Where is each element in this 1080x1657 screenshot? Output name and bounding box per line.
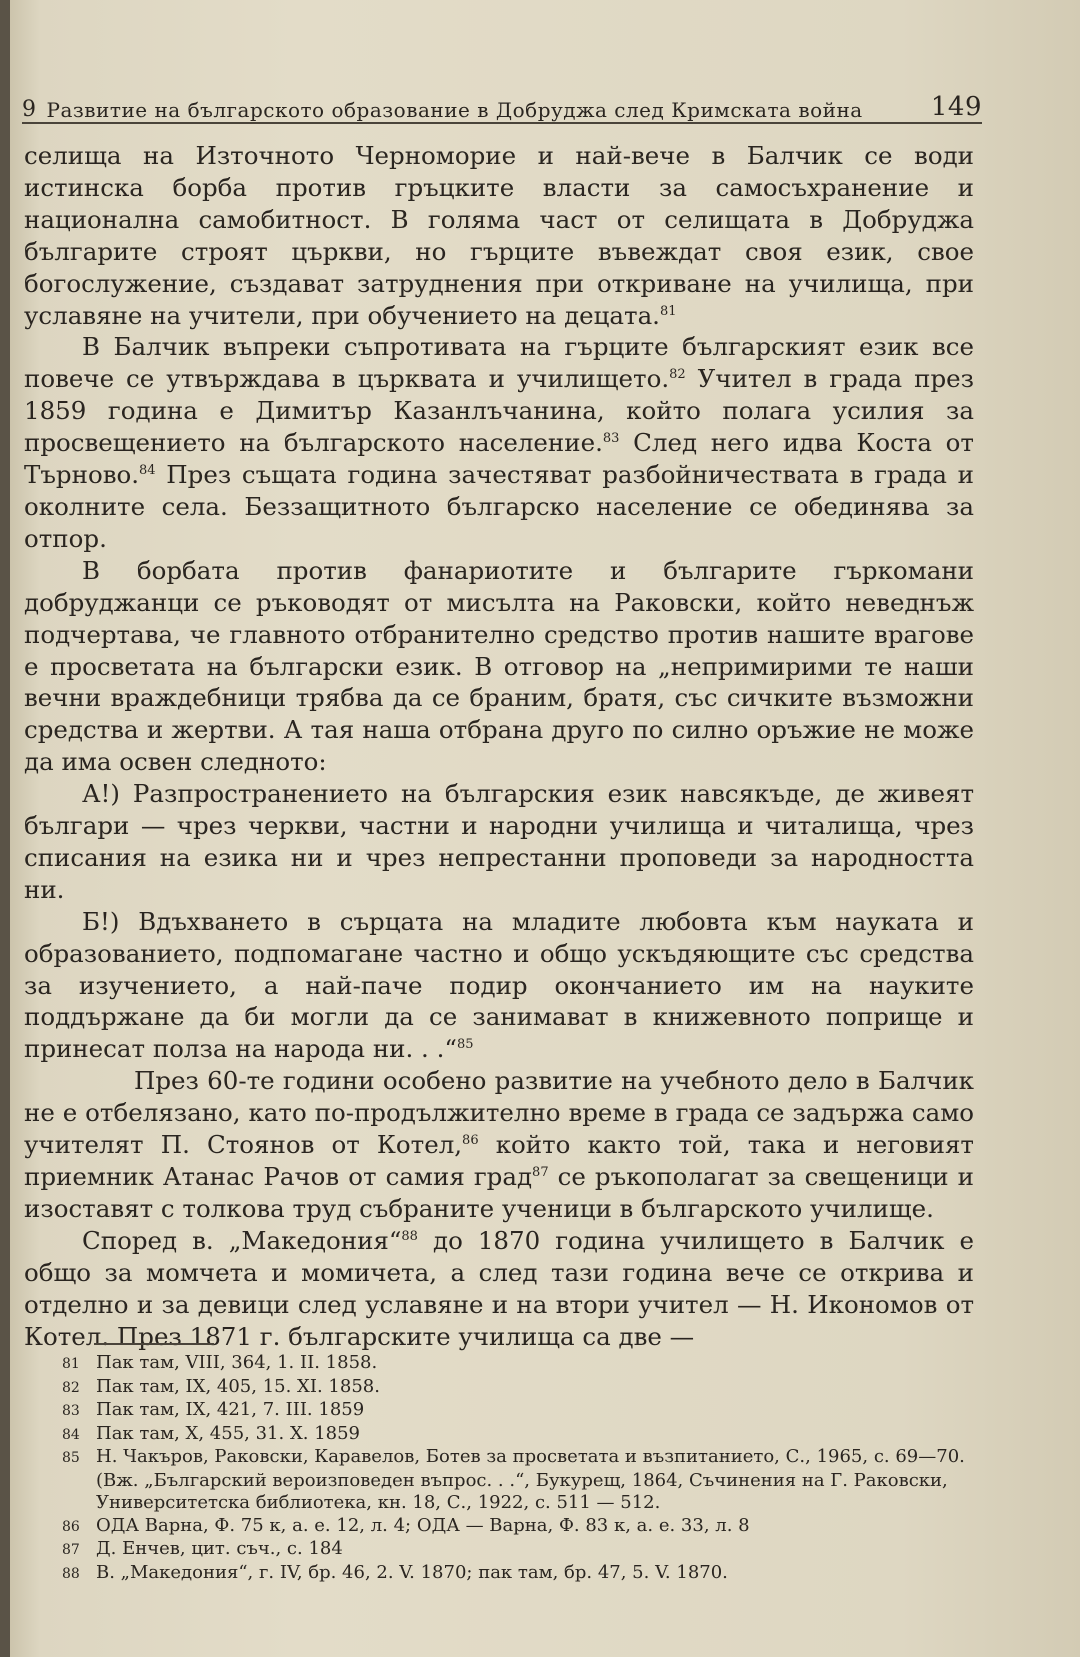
- footnote-ref: 88: [401, 1228, 418, 1244]
- footnote: [24, 1423, 984, 1447]
- paragraph-text: През същата година зачестяват разбойничествата в града и околните села. Беззащитното българско население се обединява за отпор.: [24, 460, 974, 553]
- footnote: [24, 1446, 984, 1515]
- body-paragraph: [24, 1065, 974, 1225]
- running-header: [22, 78, 982, 124]
- running-title: Развитие на българското образование в Добруджа след Кримската война: [46, 98, 863, 122]
- footnote-number: 87: [62, 1542, 80, 1558]
- footnote-text: В. „Македония“, г. IV, бр. 46, 2. V. 1870; пак там, бр. 47, 5. V. 1870.: [96, 1561, 728, 1583]
- footnote-text: Пак там, IX, 421, 7. III. 1859: [96, 1399, 365, 1420]
- footnote: [24, 1562, 984, 1586]
- footnote: [24, 1515, 984, 1539]
- footnote-number: 83: [62, 1403, 80, 1419]
- footnote-ref: 85: [456, 1037, 474, 1053]
- footnote-text: Д. Енчев, цит. съч., с. 184: [96, 1538, 343, 1559]
- footnote-ref: 82: [669, 367, 686, 383]
- footnote-text: Н. Чакъров, Раковски, Каравелов, Ботев за просветата и възпитанието, С., 1965, с. 69—70. (Вж. „Българский вероизповеден въпрос. . .“, Букурещ, 1864, Съчинения на Г. Раковски, Университетска библиотека, кн. 18, С., 1922, с. 511 — 512.: [96, 1446, 965, 1513]
- footnote-ref: 87: [532, 1164, 549, 1180]
- body-paragraph: [24, 331, 974, 554]
- footnote-ref: 83: [602, 431, 620, 446]
- paragraph-text: който както той, така и неговият приемник Атанас Рачов от самия град: [24, 1130, 974, 1191]
- paragraph-text: Учител в града през 1859 година е Димитър Казанлъчанина, който полага усилия за просвещението на българското население.: [24, 364, 974, 458]
- footnote-text: Пак там, VIII, 364, 1. II. 1858.: [96, 1352, 378, 1373]
- body-paragraph: [24, 778, 974, 906]
- footnote: [24, 1538, 984, 1562]
- page-number: 149: [930, 92, 982, 122]
- footnote: [24, 1399, 984, 1423]
- footnote-number: 85: [62, 1450, 80, 1466]
- paragraph-text: В борбата против фанариотите и българите гъркомани добруджанци се ръководят от мисълта на Раковски, който неведнъж подчертава, че главното отбранително средство против нашите врагове е просветата на български език. В отговор на „непримирими те наши вечни враждебници трябва да се браним, братя, със сичките възможни средства и жертви. А тая наша отбрана друго по силно оръжие не може да има освен следното:: [24, 555, 974, 777]
- body-paragraph: [24, 555, 974, 778]
- book-spine-edge: [0, 0, 10, 1657]
- paragraph-text: През 60-те години особено развитие на учебното дело в Балчик не е отбелязано, като по-продължително време в града се задържа само учителят П. Стоянов от Котел,: [24, 1066, 974, 1160]
- chapter-mark: 9: [22, 97, 37, 122]
- paragraph-text: Б!) Вдъхването в сърцата на младите любовта към науката и образованието, подпомагане частно и общо ускъдяющите със средства за изучението, а най-паче подир окончанието им на науките поддържане да би могли да се занимават в книжевното поприще и принесат полза на народа ни. . .“: [24, 906, 974, 1064]
- paragraph-text: А!) Разпространението на българския език навсякъде, де живеят българи — чрез черкви, частни и народни училища и читалища, чрез списания на езика ни и чрез непрестанни проповеди за народността ни.: [24, 779, 974, 904]
- paragraph-text: В Балчик въпреки съпротивата на гърците българският език все повече се утвърждава в църквата и училището.: [24, 332, 974, 394]
- footnote: [24, 1352, 984, 1376]
- body-paragraph: [24, 140, 974, 331]
- paragraph-text: селища на Източното Черноморие и най-вече в Балчик се води истинска борба против гръцките власти за самосъхранение и национална самобитност. В голяма част от селищата в Добруджа българите строят църкви, но гърците въвеждат своя език, свое богослужение, създават затруднения при откриване на училища, при уславяне на учители, при обучението на децата.: [24, 141, 974, 330]
- footnote: [24, 1376, 984, 1400]
- body-paragraph: [24, 906, 974, 1066]
- body-text: [24, 140, 974, 1352]
- paragraph-text: След него идва Коста от Търново.: [24, 428, 974, 490]
- footnote-number: 86: [62, 1518, 80, 1535]
- footnotes: [24, 1352, 984, 1585]
- footnote-rule: [94, 1343, 214, 1345]
- paragraph-text: Според в. „Македония“: [82, 1225, 402, 1255]
- body-paragraph: [24, 1225, 974, 1353]
- footnote-ref: 81: [659, 303, 677, 319]
- footnote-text: Пак там, IX, 405, 15. XI. 1858.: [96, 1375, 380, 1397]
- paragraph-text: до 1870 година училището в Балчик е общо за момчета и момичета, а след тази година вече се открива и отделно и за девици след уславяне и на втори учител — Н. Икономов от Котел. През 1871 г. българските училища са две —: [24, 1225, 974, 1351]
- footnote-ref: 86: [462, 1132, 479, 1148]
- footnote-number: 84: [62, 1426, 80, 1443]
- footnote-text: ОДА Варна, Ф. 75 к, а. е. 12, л. 4; ОДА — Варна, Ф. 83 к, а. е. 33, л. 8: [96, 1514, 750, 1536]
- footnote-ref: 84: [139, 462, 156, 478]
- footnote-number: 88: [62, 1565, 80, 1582]
- footnote-number: 81: [62, 1356, 80, 1372]
- paragraph-text: се ръкополагат за свещеници и изоставят с толкова труд събраните ученици в българското училище.: [24, 1162, 975, 1223]
- footnote-number: 82: [62, 1379, 80, 1396]
- footnote-text: Пак там, X, 455, 31. X. 1859: [96, 1422, 361, 1444]
